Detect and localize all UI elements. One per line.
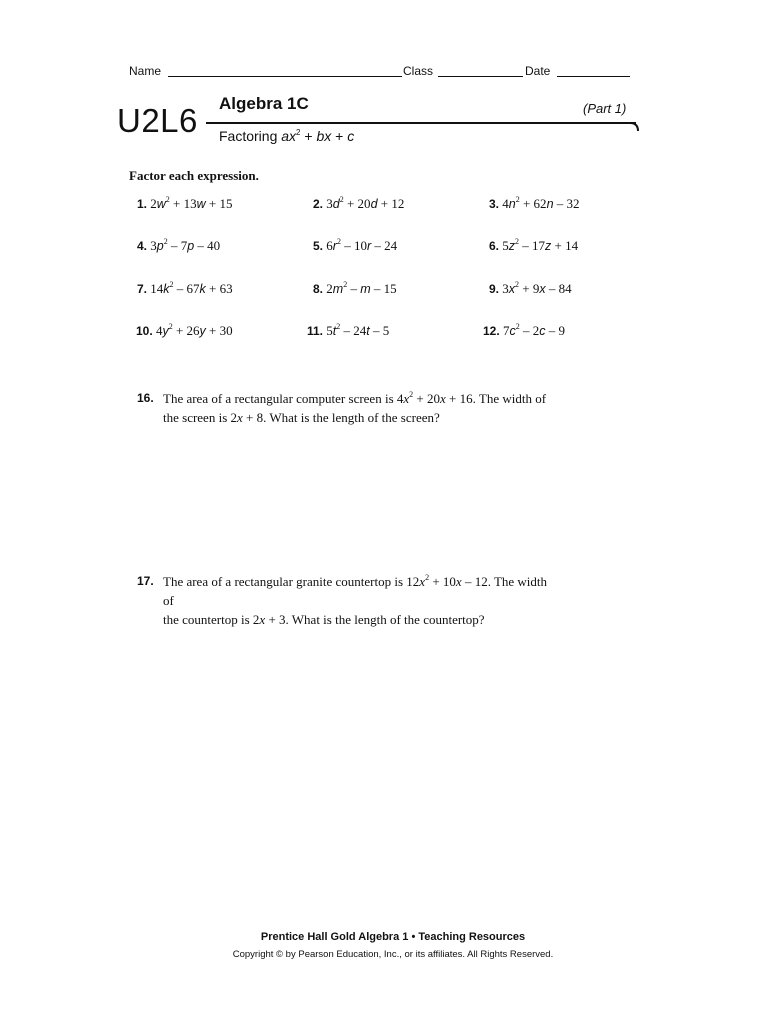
problem-number: 16. <box>137 391 154 405</box>
variable: y <box>199 324 206 338</box>
date-field[interactable] <box>557 64 630 77</box>
constant: + 30 <box>205 323 233 338</box>
variable: p <box>187 239 195 253</box>
coefficient: 2 <box>326 281 333 296</box>
term: + 9 <box>519 281 540 296</box>
coefficient: 3 <box>502 281 509 296</box>
constant: – 9 <box>545 323 565 338</box>
coefficient: 7 <box>502 323 510 338</box>
term: + 26 <box>172 323 200 338</box>
constant: – 5 <box>369 323 390 338</box>
variable: w <box>156 197 166 211</box>
term: – 10 <box>340 238 367 253</box>
variable: r <box>332 239 337 253</box>
problem-11 <box>307 323 389 339</box>
constant: + 14 <box>551 238 579 253</box>
variable: r <box>366 239 372 253</box>
constant: – 84 <box>545 281 572 296</box>
problem-number: 10. <box>136 324 153 338</box>
exponent: 2 <box>515 195 520 204</box>
rule-end-curve <box>628 120 642 134</box>
variable: t <box>366 324 370 338</box>
part-label: (Part 1) <box>583 101 627 116</box>
constant: + 63 <box>205 281 233 296</box>
exponent: 2 <box>165 195 170 204</box>
problem-number: 2. <box>313 197 324 211</box>
lesson-subtitle: Factoring $ax^2$ + bx + c <box>219 128 355 144</box>
problem-number: 5. <box>313 239 324 253</box>
exponent: 2 <box>336 237 341 246</box>
coefficient: 5 <box>502 238 509 253</box>
exponent: 2 <box>339 195 344 204</box>
class-label: Class <box>403 64 434 78</box>
exponent: 2 <box>336 322 341 331</box>
problem-number: 11. <box>307 324 324 338</box>
problem-number: 12. <box>483 324 500 338</box>
instructions: Factor each expression. <box>129 168 259 183</box>
variable: y <box>162 324 169 338</box>
variable: k <box>199 282 206 296</box>
variable: n <box>546 197 554 211</box>
title-rule <box>206 122 636 124</box>
problem-10 <box>136 323 233 339</box>
coefficient: 3 <box>326 196 333 211</box>
problem-number: 3. <box>489 197 500 211</box>
problem-number: 4. <box>137 239 148 253</box>
constant: – 15 <box>370 281 397 296</box>
variable: p <box>156 239 164 253</box>
coefficient: 6 <box>326 238 333 253</box>
problem-9 <box>489 281 572 297</box>
term: – 67 <box>173 281 200 296</box>
variable: x <box>539 282 546 296</box>
exponent: 2 <box>168 322 173 331</box>
variable: n <box>508 197 516 211</box>
problem-5 <box>313 238 397 254</box>
variable: c <box>509 324 516 338</box>
footer-copyright: Copyright © by Pearson Education, Inc., or its affiliates. All Rights Reserved. <box>232 949 554 960</box>
course-title: Algebra 1C <box>219 94 309 113</box>
problem-text: The area of a rectangular computer screen is $4x^2 + 20x + 16$. The width of the screen is 2x + 8. What is the length of the screen? <box>163 390 547 425</box>
problem-2 <box>313 196 404 212</box>
coefficient: 4 <box>155 323 163 338</box>
class-field[interactable] <box>438 64 523 77</box>
exponent: 2 <box>515 237 520 246</box>
constant: – 24 <box>371 238 398 253</box>
problem-7 <box>137 281 233 297</box>
exponent: 2 <box>163 237 168 246</box>
problem-number: 9. <box>489 282 500 296</box>
term: + 62 <box>519 196 547 211</box>
coefficient: 5 <box>326 323 333 338</box>
name-label: Name <box>129 64 162 78</box>
term: – 17 <box>519 238 546 253</box>
variable: c <box>539 324 546 338</box>
problem-8 <box>313 281 397 297</box>
variable: m <box>332 282 344 296</box>
variable: z <box>508 239 516 253</box>
coefficient: 14 <box>150 281 164 296</box>
problem-3 <box>489 196 580 212</box>
variable: d <box>370 197 378 211</box>
footer-publisher: Prentice Hall Gold Algebra 1 • Teaching Resources <box>260 931 526 943</box>
exponent: 2 <box>169 280 174 289</box>
problem-number: 7. <box>137 282 148 296</box>
variable: t <box>332 324 337 338</box>
term: – <box>347 281 361 296</box>
variable: w <box>196 197 206 211</box>
problem-number: 8. <box>313 282 324 296</box>
term: – 24 <box>340 323 367 338</box>
term: + 13 <box>169 196 197 211</box>
problem-4 <box>137 238 220 254</box>
variable: d <box>332 197 340 211</box>
term: + 20 <box>343 196 371 211</box>
problem-number: 17. <box>137 574 154 588</box>
variable: k <box>163 282 170 296</box>
constant: – 32 <box>553 196 580 211</box>
date-label: Date <box>525 64 551 78</box>
lesson-code: U2L6 <box>117 102 198 139</box>
constant: + 12 <box>377 196 405 211</box>
problem-number: 1. <box>137 197 148 211</box>
name-field[interactable] <box>168 64 402 77</box>
constant: + 15 <box>205 196 233 211</box>
problem-12 <box>483 323 565 339</box>
variable: z <box>545 239 552 253</box>
problem-6 <box>489 238 578 254</box>
constant: – 40 <box>194 238 221 253</box>
problem-1 <box>137 196 233 212</box>
term: – 7 <box>167 238 188 253</box>
word-problem-17 <box>137 572 557 629</box>
coefficient: 2 <box>150 196 157 211</box>
exponent: 2 <box>515 280 520 289</box>
variable: m <box>360 282 371 296</box>
problem-text: The area of a rectangular granite countertop is $12x^2 + 10x - 12$. The width of the countertop is 2x + 3. What is the length of the countertop? <box>163 573 548 627</box>
exponent: 2 <box>515 322 520 331</box>
variable: x <box>508 282 516 296</box>
problem-number: 6. <box>489 239 500 253</box>
coefficient: 4 <box>502 196 509 211</box>
word-problem-16 <box>137 389 557 427</box>
coefficient: 3 <box>150 238 157 253</box>
exponent: 2 <box>343 280 348 289</box>
term: – 2 <box>519 323 540 338</box>
